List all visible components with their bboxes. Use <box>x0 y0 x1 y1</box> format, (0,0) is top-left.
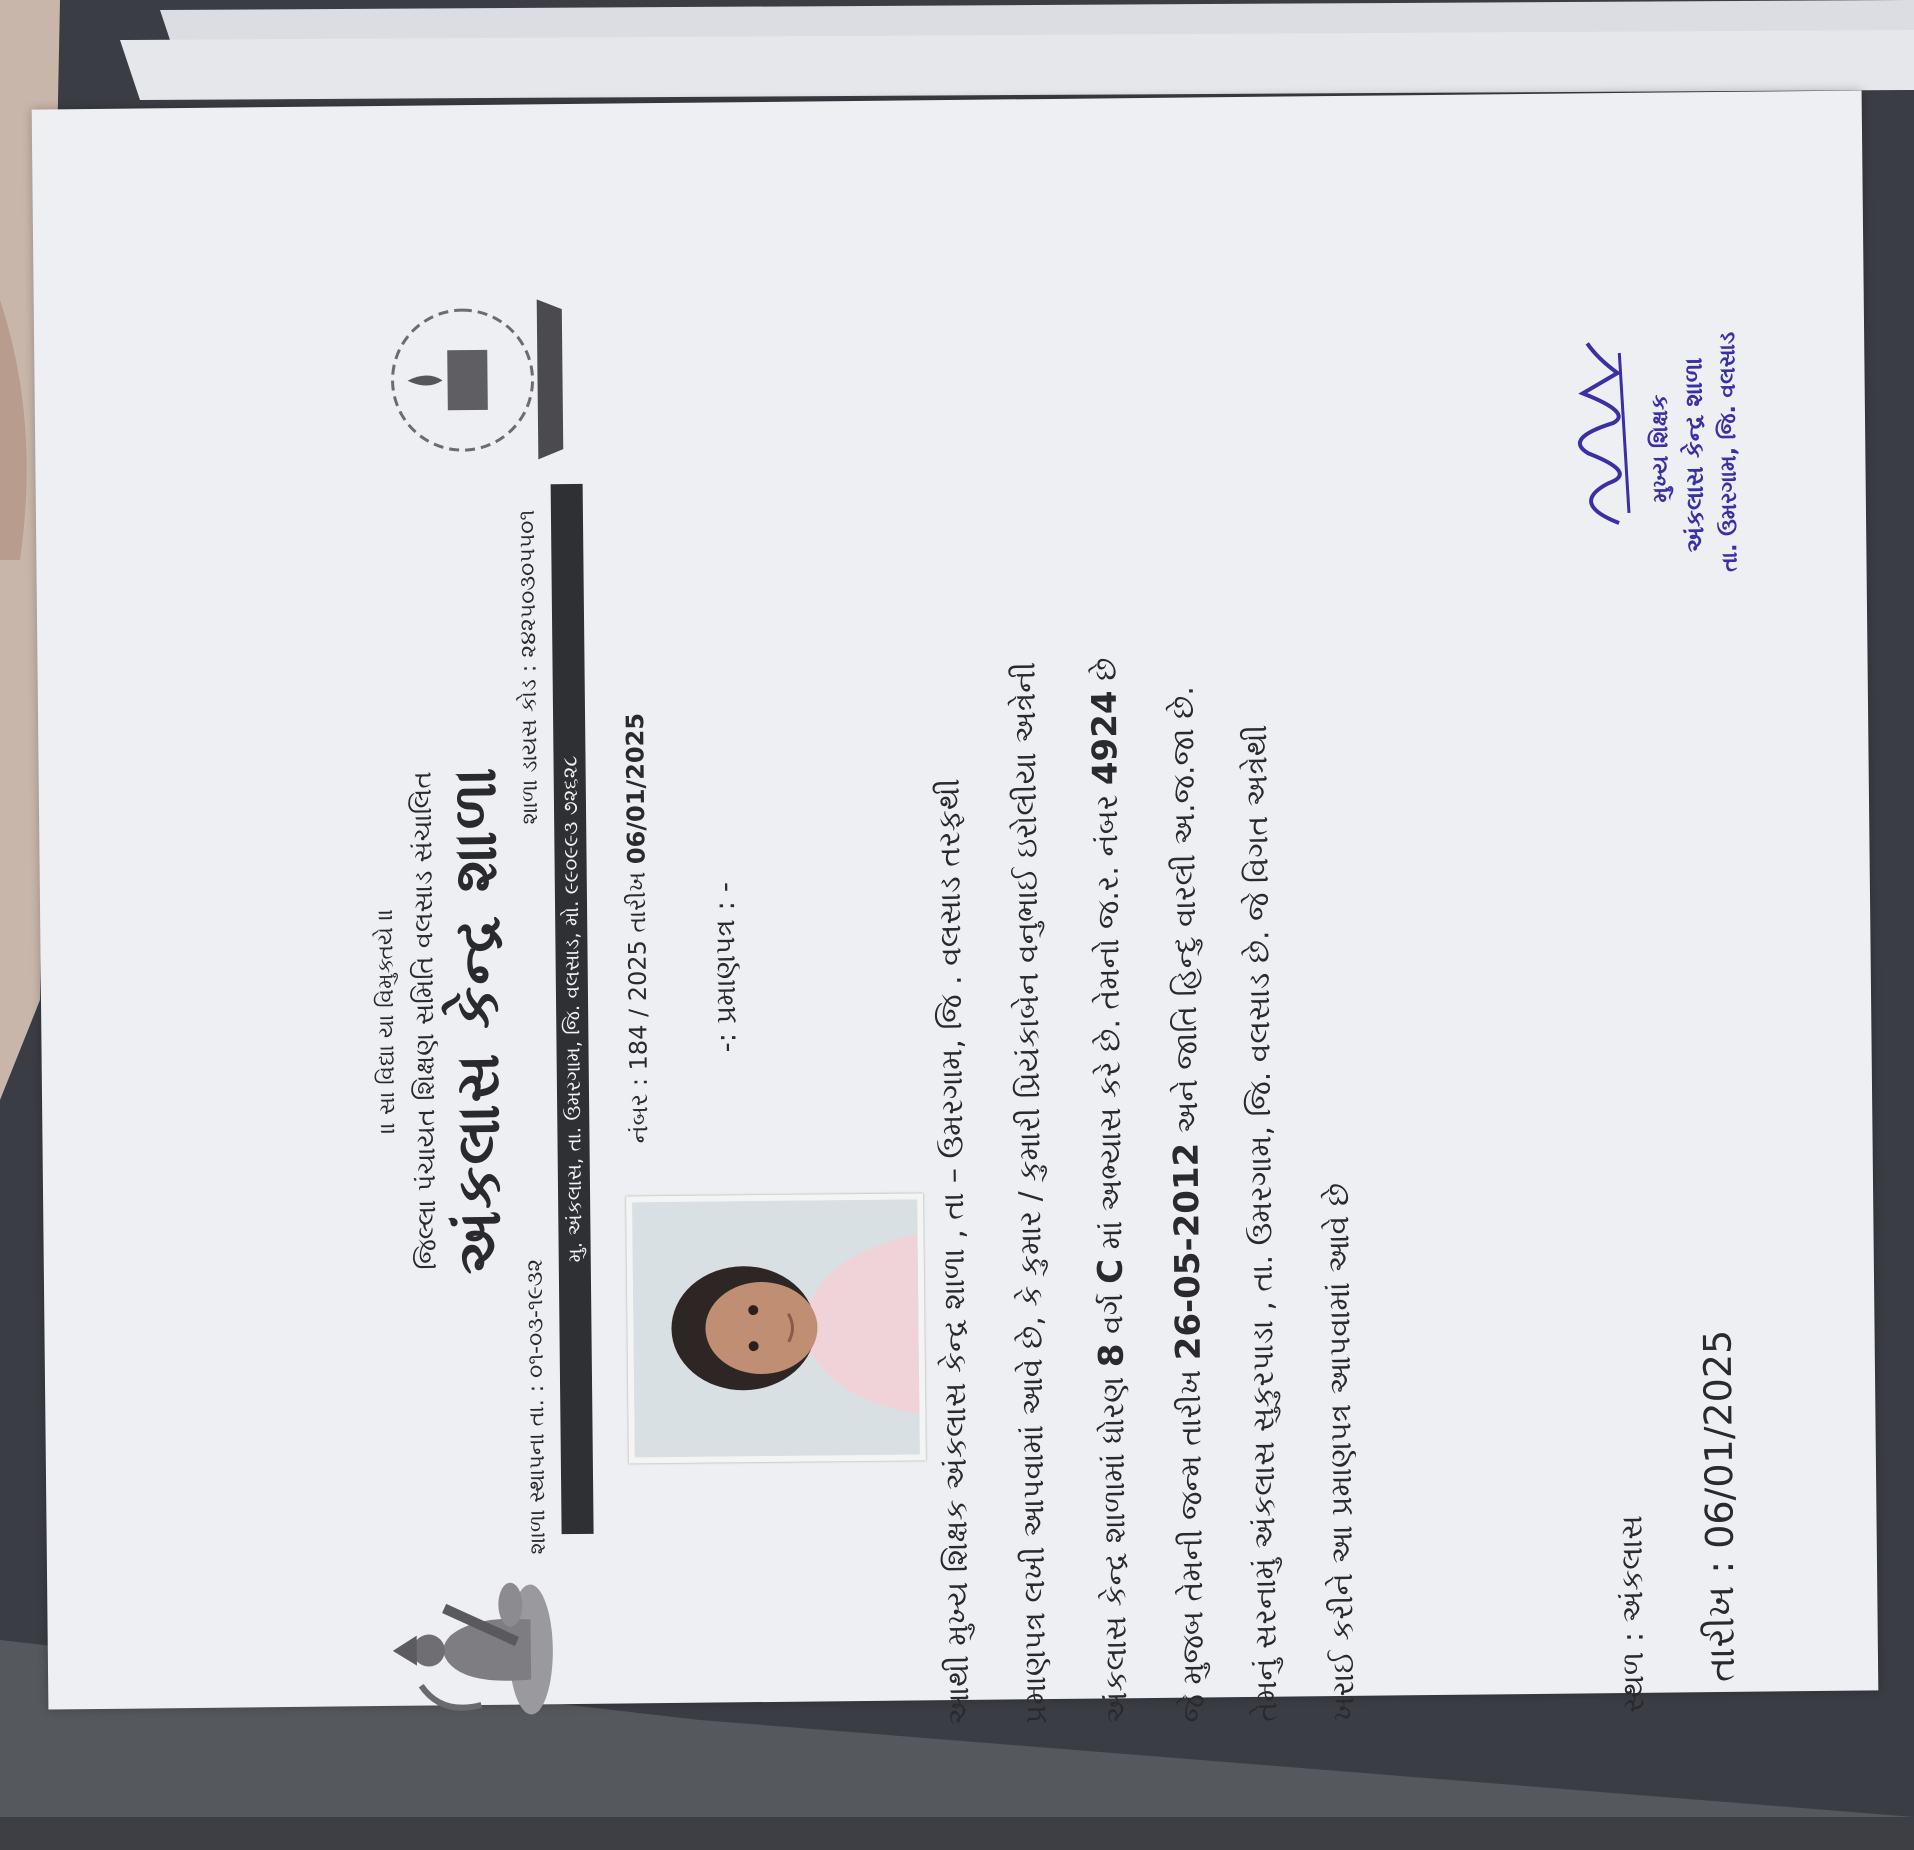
division-value: C <box>1090 1258 1132 1285</box>
student-photo-image <box>632 1199 920 1457</box>
reference-number <box>621 713 654 1144</box>
dise-code: શાળા ડાયસ કોડ : ૨૪૨૫૦૩૦૫૫૦૧ <box>514 509 544 825</box>
managing-committee: જિલ્લા પંચાયત શિક્ષણ સમિતિ વલસાડ સંચાલિત <box>407 771 443 1270</box>
body-line-5: તેમનું સરનામું અંકલાસ સુકુરપાડા , તા. ઉમરગામ, જિ. વલસાડ છે. જે વિગત અત્રેથી <box>1239 724 1285 1722</box>
certificate-sheet <box>32 90 1879 1726</box>
birth-date-value: 26-05-2012 <box>1166 1142 1209 1361</box>
stamp-school-name: અંકલાસ કેન્દ્ર શાળા <box>1679 357 1710 553</box>
school-motto: ॥ સા વિદ્યા યા વિમુક્તયે ॥ <box>373 908 401 1134</box>
issue-date: તારીખ : 06/01/2025 <box>1695 1329 1744 1683</box>
address-bar: મુ. અંકલાસ, તા. ઉમરગામ, જિ. વલસાડ, મો. ૯૯૦૯૯૩ ૭૨૬૨૮ <box>551 484 594 1534</box>
line3-text-a: અંકલાસ કેન્દ્ર શાળામાં ધોરણ <box>1096 1376 1135 1724</box>
founded-date: શાળા સ્થાપના તા. : ૦૧-૦૩-૧૯૩૨ <box>522 1258 551 1555</box>
student-photo <box>626 1193 926 1463</box>
line3-text-c: માં અભ્યાસ કરે છે. તેમનો જ.ર. નંબર <box>1089 794 1130 1250</box>
principal-stamp <box>1556 212 1743 574</box>
body-line-3 <box>1084 658 1135 1724</box>
body-line-6: ખરાઈ કરીને આ પ્રમાણપત્ર આપવામાં આવે છે <box>1320 1182 1362 1722</box>
body-line-1: આથી મુખ્ય શિક્ષક અંકલાસ કેન્દ્ર શાળા , તા – ઉમરગામ, જિ . વલસાડ તરફથી <box>931 778 977 1726</box>
line4-text-a: જે મુજબ તેમની જન્મ તારીખ <box>1172 1369 1212 1723</box>
certificate-document <box>316 182 1773 1847</box>
line4-text-b: અને જાતિ હિન્દુ વારલી અ.જ.જા છે. <box>1165 686 1206 1134</box>
school-name: અંકલાસ કેન્દ્ર શાળા <box>439 765 515 1275</box>
line3-text-d: છે <box>1088 657 1124 682</box>
issue-place: સ્થળ : અંકલાસ <box>1614 1515 1652 1714</box>
reference-date: 06/01/2025 <box>621 712 651 865</box>
line3-text-b: વર્ગ <box>1095 1293 1131 1335</box>
reference-prefix: નંબર : 184 / 2025 તારીખ <box>622 871 654 1144</box>
body-line-4 <box>1162 686 1213 1723</box>
grade-value: 8 <box>1091 1343 1132 1368</box>
body-line-2: પ્રમાણપત્ર લખી આપવામાં આવે છે, કે કુમાર / કુમારી પ્રિયંકાબેન વનુભાઈ ઇરોલીયા અત્રેની <box>1007 661 1054 1725</box>
signature-icon <box>1557 333 1649 534</box>
signatory-title: મુખ્ય શિક્ષક <box>1647 394 1674 503</box>
stamp-place: તા. ઉમરગામ, જિ. વલસાડ <box>1715 331 1743 572</box>
certificate-title: -: પ્રમાણપત્ર : - <box>707 881 743 1053</box>
gr-number-value: 4924 <box>1084 690 1126 786</box>
